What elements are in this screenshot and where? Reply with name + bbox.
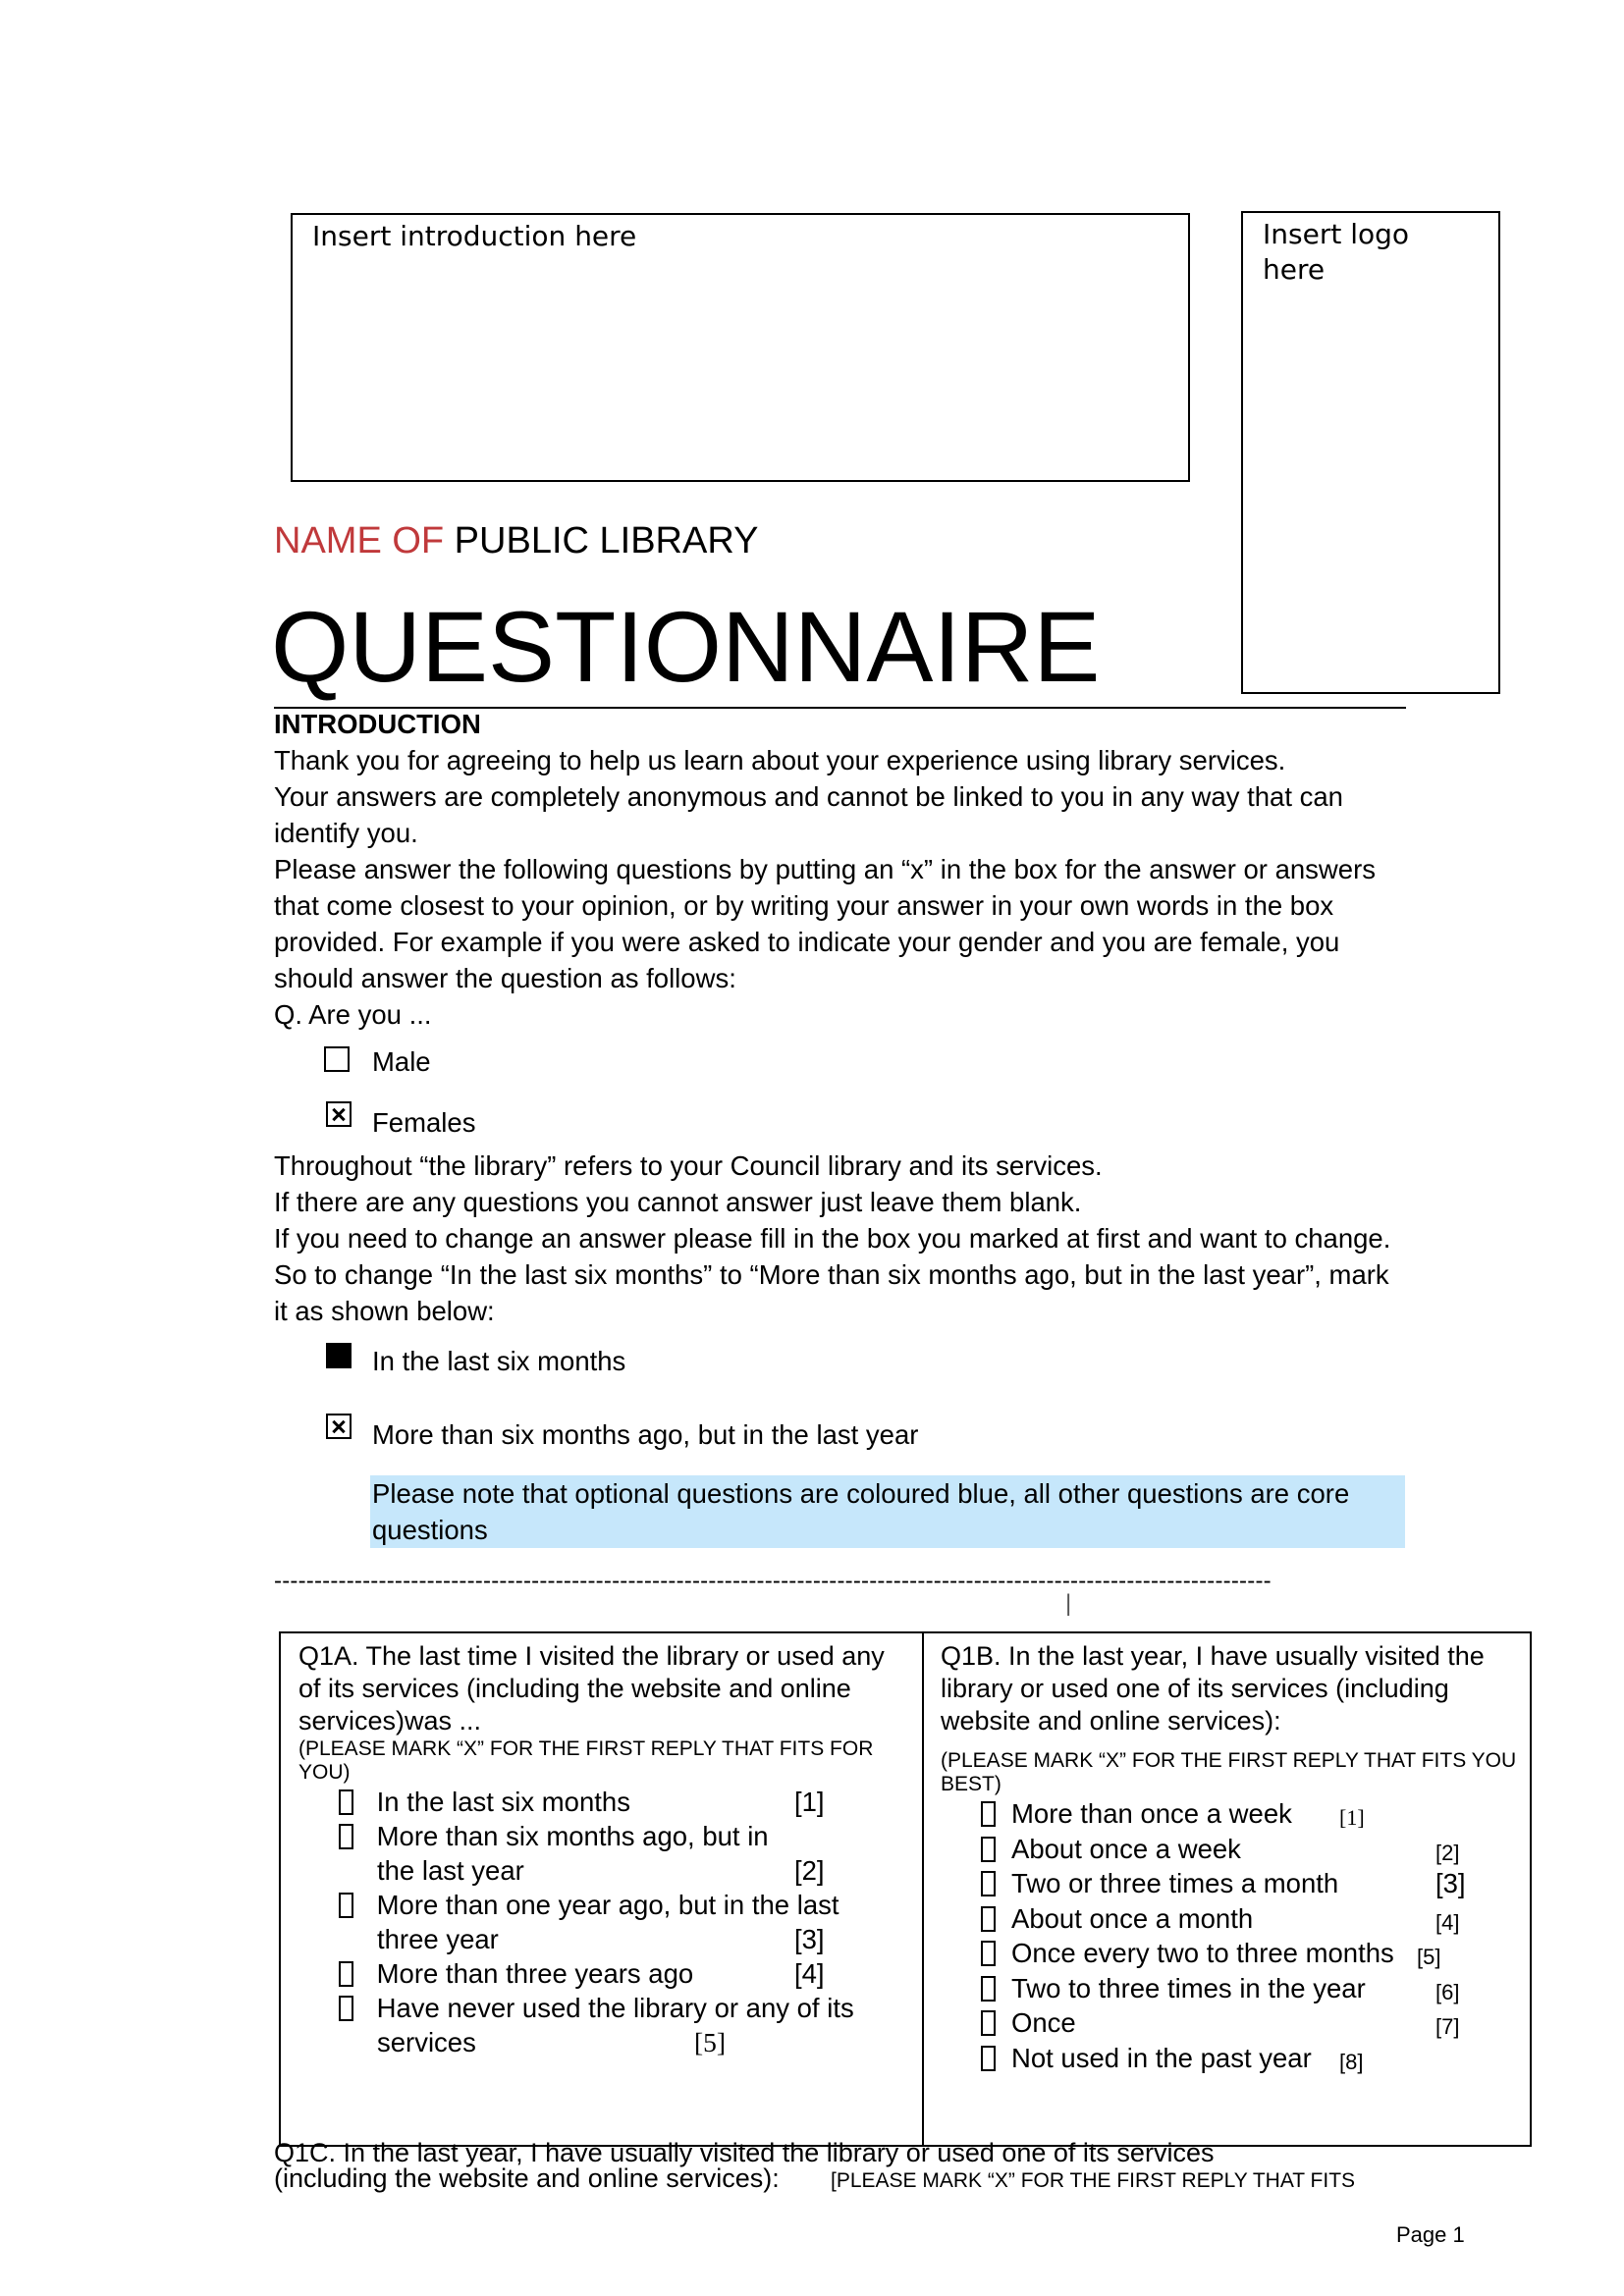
example-female-label: Females: [372, 1107, 476, 1138]
introduction-heading: INTRODUCTION: [274, 709, 481, 739]
intro-paragraph-5: Throughout “the library” refers to your Council library and its services.: [274, 1150, 1103, 1181]
q1a-option-2-code: [2]: [794, 1855, 825, 1886]
introduction-placeholder-box: [291, 213, 1190, 482]
q1b-option-7[interactable]: [981, 2005, 1076, 2040]
q1b-option-1-checkbox[interactable]: [981, 1801, 996, 1827]
q1a-instruction: (PLEASE MARK “X” FOR THE FIRST REPLY THAT FITS FOR YOU): [298, 1737, 874, 1784]
q1b-option-7-label: Once: [1011, 2007, 1076, 2038]
q1a-option-3-label: More than one year ago, but in the last: [376, 1890, 839, 1920]
optional-questions-note: Please note that optional questions are coloured blue, all other questions are core questions: [370, 1475, 1405, 1548]
q1b-option-3-label: Two or three times a month: [1011, 1868, 1339, 1898]
q1a-option-4[interactable]: [339, 1956, 693, 1991]
intro-paragraph-6: If there are any questions you cannot answer just leave them blank.: [274, 1187, 1082, 1217]
q1b-option-3[interactable]: [981, 1866, 1338, 1900]
q1b-option-1[interactable]: [981, 1796, 1292, 1831]
section-separator: ----------------------------------------------------------------------------------------------------------------------------: [274, 1568, 1272, 1594]
q1b-option-7-checkbox[interactable]: [981, 2010, 996, 2036]
q1a-option-5-label: Have never used the library or any of its: [376, 1993, 854, 2023]
q1b-option-1-code: [1]: [1339, 1805, 1365, 1830]
q1a-option-5-checkbox[interactable]: [339, 1996, 353, 2021]
q1a-option-4-label: More than three years ago: [376, 1958, 694, 1989]
logo-placeholder-box: [1241, 211, 1500, 694]
q1a-option-3-checkbox[interactable]: [339, 1893, 353, 1918]
q1a-option-2-checkbox[interactable]: [339, 1824, 353, 1849]
q1b-option-5-checkbox[interactable]: [981, 1941, 996, 1966]
separator-pipe: |: [1065, 1590, 1072, 1617]
change-example-filled-checkbox: [326, 1343, 352, 1368]
q1a-question: Q1A. The last time I visited the library or used any of its services (including the website and online services)was ...: [298, 1641, 885, 1735]
q1b-option-6-label: Two to three times in the year: [1011, 1972, 1366, 2003]
change-example-crossed-checkbox: [326, 1414, 352, 1439]
q1b-option-5-code: [5]: [1417, 1945, 1441, 1969]
q1a-option-1-code: [1]: [794, 1787, 825, 1817]
q1b-option-6-code: [6]: [1435, 1979, 1460, 2004]
q1b-option-2-label: About once a week: [1011, 1833, 1241, 1864]
q1a-option-3[interactable]: [339, 1888, 839, 1922]
change-example-label-2: More than six months ago, but in the last year: [372, 1419, 919, 1450]
q1b-option-8-label: Not used in the past year: [1011, 2042, 1312, 2073]
introduction-placeholder-text: Insert introduction here: [312, 220, 637, 252]
q1c-question-line2: (including the website and online services):: [274, 2163, 780, 2193]
q1b-option-2-checkbox[interactable]: [981, 1837, 996, 1862]
q1a-option-5-label-line2: services: [377, 2027, 476, 2057]
q1a-option-1-checkbox[interactable]: [339, 1789, 353, 1815]
page-title: QUESTIONNAIRE: [271, 591, 1101, 703]
q1b-option-3-code: [3]: [1435, 1868, 1466, 1898]
q1b-option-2[interactable]: [981, 1832, 1241, 1866]
intro-paragraph-2: Your answers are completely anonymous and cannot be linked to you in any way that can identify you.: [274, 781, 1343, 848]
q1b-instruction: (PLEASE MARK “X” FOR THE FIRST REPLY THAT FITS YOU BEST): [941, 1749, 1517, 1795]
q1b-option-4-code: [4]: [1435, 1909, 1460, 1935]
page-number: Page 1: [1396, 2222, 1465, 2247]
q1b-option-3-checkbox[interactable]: [981, 1871, 996, 1896]
q1b-option-4[interactable]: [981, 1901, 1253, 1936]
q1a-option-1-label: In the last six months: [376, 1787, 630, 1817]
change-example-label-1: In the last six months: [372, 1346, 626, 1376]
q1b-option-8-code: [8]: [1339, 2049, 1364, 2074]
example-female-checkbox-crossed: [326, 1101, 352, 1127]
q1b-question: Q1B. In the last year, I have usually visited the library or used one of its services (including website and online services):: [941, 1641, 1485, 1735]
q1b-option-1-label: More than once a week: [1011, 1798, 1292, 1829]
intro-paragraph-7: If you need to change an answer please fill in the box you marked at first and want to change. So to change “In the last six months” to “More than six months ago, but in the last year”, mark it as shown below:: [274, 1223, 1391, 1326]
q1b-option-8[interactable]: [981, 2041, 1312, 2075]
example-male-checkbox: [324, 1046, 350, 1072]
q1b-option-6-checkbox[interactable]: [981, 1976, 996, 2002]
q1b-option-4-checkbox[interactable]: [981, 1906, 996, 1932]
q1b-option-5-label: Once every two to three months: [1011, 1938, 1394, 1968]
q1a-option-2[interactable]: [339, 1819, 769, 1853]
q1a-option-2-label-line2: the last year: [377, 1855, 524, 1886]
q1b-option-4-label: About once a month: [1011, 1902, 1254, 1934]
q1a-option-2-label: More than six months ago, but in: [376, 1821, 769, 1851]
logo-placeholder-text: Insert logo here: [1263, 218, 1410, 286]
q1c-instruction: [PLEASE MARK “X” FOR THE FIRST REPLY THAT FITS: [831, 2169, 1356, 2192]
library-name-suffix: PUBLIC LIBRARY: [444, 520, 759, 561]
q1a-option-4-checkbox[interactable]: [339, 1961, 353, 1987]
q1b-option-7-code: [7]: [1435, 2014, 1460, 2039]
q1b-option-6[interactable]: [981, 1971, 1366, 2005]
q1b-option-8-checkbox[interactable]: [981, 2046, 996, 2071]
intro-paragraph-1: Thank you for agreeing to help us learn about your experience using library services.: [274, 745, 1286, 775]
library-name: [274, 518, 758, 563]
q1a-option-3-code: [3]: [794, 1924, 825, 1954]
q1a-option-5[interactable]: [339, 1991, 854, 2025]
q1a-option-3-label-line2: three year: [377, 1924, 499, 1954]
q1a-option-1[interactable]: [339, 1785, 630, 1819]
q1a-option-5-code: [5]: [694, 2027, 727, 2057]
intro-paragraph-3: Please answer the following questions by putting an “x” in the box for the answer or answers that come closest to your opinion, or by writing your answer in your own words in the box provided. For example if you were asked to indicate your gender and you are female, you should answer the question as follows:: [274, 854, 1376, 993]
example-male-label: Male: [372, 1046, 431, 1077]
q1a-option-4-code: [4]: [794, 1958, 825, 1989]
q1b-option-5[interactable]: [981, 1936, 1394, 1970]
q1b-option-2-code: [2]: [1435, 1840, 1460, 1865]
q1c-question-line1: Q1C. In the last year, I have usually visited the library or used one of its services: [274, 2138, 1215, 2167]
library-name-placeholder: NAME OF: [274, 520, 445, 561]
intro-paragraph-4: Q. Are you ...: [274, 999, 432, 1030]
